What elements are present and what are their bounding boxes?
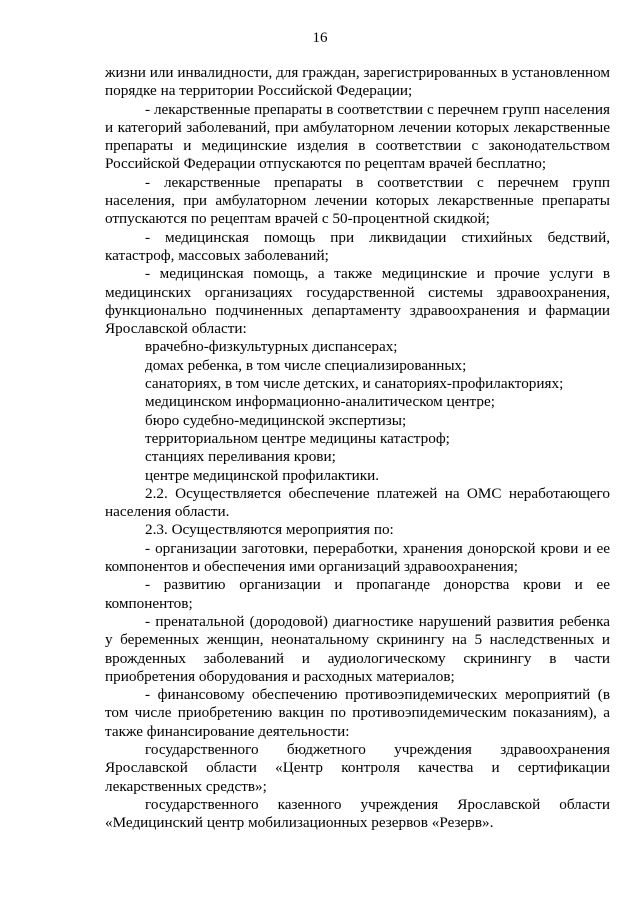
list-subitem: бюро судебно-медицинской экспертизы; xyxy=(145,411,407,429)
list-subitem: домах ребенка, в том числе специализированных; xyxy=(145,356,467,374)
list-subitem: врачебно-физкультурных диспансерах; xyxy=(145,338,398,356)
paragraph: - организации заготовки, переработки, хранения донорской крови и ее компонентов и обеспечения ими организаций здравоохранения; xyxy=(105,539,610,576)
list-subitem: центре медицинской профилактики. xyxy=(145,466,380,484)
paragraph: государственного бюджетного учреждения здравоохранения Ярославской области «Центр контроля качества и сертификации лекарственных средств»; xyxy=(105,740,610,795)
document-body xyxy=(105,64,610,832)
paragraph: - финансовому обеспечению противоэпидемических мероприятий (в том числе приобретению вакцин по противоэпидемическим показаниям), а также финансирование деятельности: xyxy=(105,686,610,740)
paragraph: - лекарственные препараты в соответствии с перечнем групп населения, при амбулаторном лечении которых лекарственные препараты отпускаются по рецептам врачей с 50-процентной скидкой; xyxy=(105,173,610,228)
paragraph: государственного казенного учреждения Ярославской области «Медицинский центр мобилизационных резервов «Резерв». xyxy=(105,795,610,832)
paragraph: - развитию организации и пропаганде донорства крови и ее компонентов; xyxy=(105,576,610,612)
list-subitem: 2.3. Осуществляются мероприятия по: xyxy=(145,521,394,539)
paragraph: - пренатальной (дородовой) диагностике нарушений развития ребенка у беременных женщин, неонатальному скринингу на 5 наследственных и врожденных заболеваний и аудиологическому скринингу в части приобретения оборудования и расходных материалов; xyxy=(105,612,610,685)
list-subitem: территориальном центре медицины катастроф; xyxy=(145,429,450,447)
list-subitem: станциях переливания крови; xyxy=(145,448,336,466)
page-number: 16 xyxy=(312,30,328,46)
paragraph: - лекарственные препараты в соответствии с перечнем групп населения и категорий заболеваний, при амбулаторном лечении которых лекарственные препараты и медицинские изделия в соответствии с законодательством Российской Федерации отпускаются по рецептам врачей бесплатно; xyxy=(105,100,610,173)
paragraph: - медицинская помощь, а также медицинские и прочие услуги в медицинских организациях государственной системы здравоохранения, функционально подчиненных департаменту здравоохранения и фармации Ярославской области: xyxy=(105,265,610,338)
paragraph: 2.2. Осуществляется обеспечение платежей на ОМС неработающего населения области. xyxy=(105,484,610,521)
paragraph: жизни или инвалидности, для граждан, зарегистрированных в установленном порядке на территории Российской Федерации; xyxy=(105,64,610,100)
list-subitem: санаториях, в том числе детских, и санаториях-профилакториях; xyxy=(145,375,564,393)
list-subitem: медицинском информационно-аналитическом центре; xyxy=(145,393,495,411)
paragraph: - медицинская помощь при ликвидации стихийных бедствий, катастроф, массовых заболеваний; xyxy=(105,228,610,264)
